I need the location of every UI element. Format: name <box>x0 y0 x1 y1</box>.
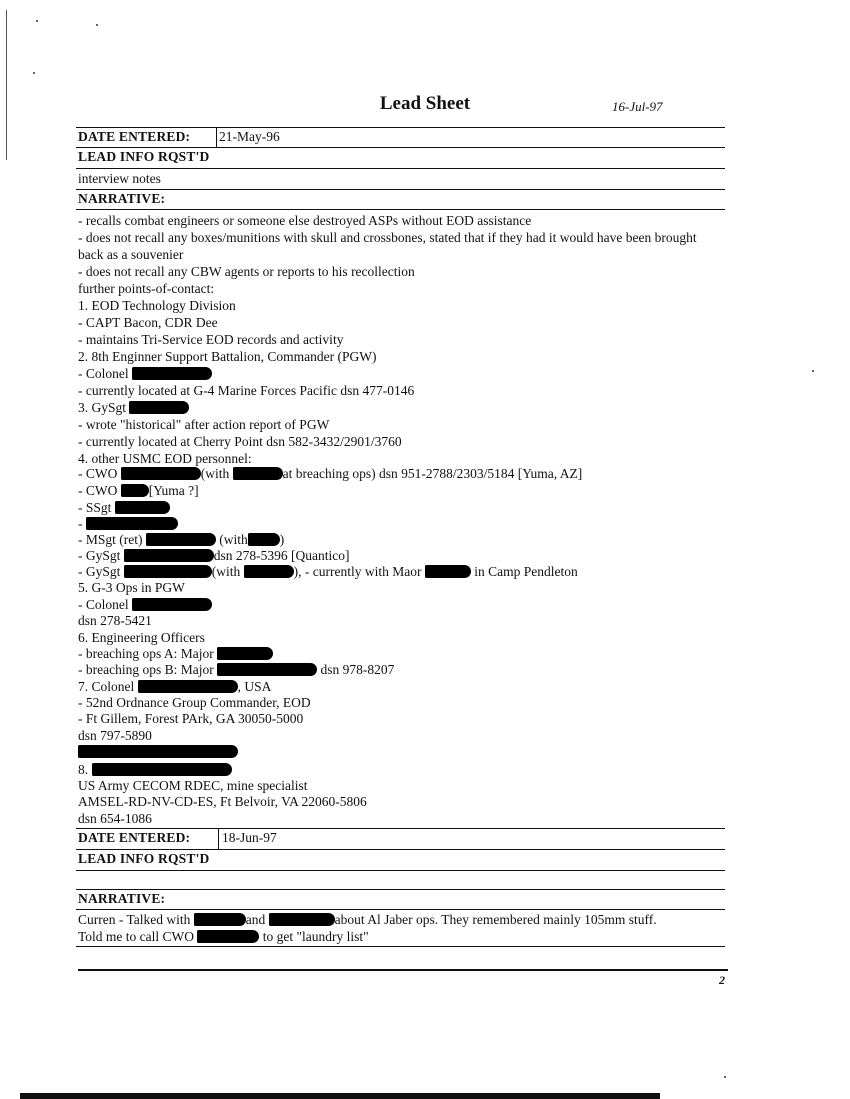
lead-info-label: LEAD INFO RQST'D <box>78 149 210 164</box>
narrative-line: - currently located at Cherry Point dsn 582-3432/2901/3760 <box>78 434 402 449</box>
narrative-line: dsn 797-5890 <box>78 728 152 743</box>
rule <box>76 147 725 148</box>
field-divider <box>216 128 217 148</box>
narrative-line: 7. Colonel , USA <box>78 679 272 694</box>
narrative-line: dsn 278-5421 <box>78 613 152 628</box>
narrative-line: 3. GySgt <box>78 400 189 416</box>
redaction <box>217 663 317 676</box>
lead-info-value: interview notes <box>78 171 161 186</box>
footer-rule <box>78 969 728 971</box>
scan-speck <box>36 20 38 22</box>
rule <box>76 168 725 169</box>
narrative-line: further points-of-contact: <box>78 281 215 296</box>
redaction <box>425 565 471 578</box>
narrative-line: 4. other USMC EOD personnel: <box>78 451 252 466</box>
narrative-line: AMSEL-RD-NV-CD-ES, Ft Belvoir, VA 22060-5806 <box>78 794 367 809</box>
narrative-line: US Army CECOM RDEC, mine specialist <box>78 778 308 793</box>
narrative-line: Curren - Talked with and about Al Jaber ops. They remembered mainly 105mm stuff. <box>78 912 657 927</box>
redaction <box>132 598 212 611</box>
narrative-label: NARRATIVE: <box>78 891 166 906</box>
redaction <box>121 484 149 497</box>
redaction <box>86 517 178 530</box>
scan-edge-bar <box>20 1093 660 1099</box>
narrative-line: - <box>78 516 178 532</box>
redaction <box>217 647 273 660</box>
narrative-line: - CAPT Bacon, CDR Dee <box>78 315 218 330</box>
field-divider <box>218 829 219 849</box>
date-entered-label: DATE ENTERED: <box>78 129 191 144</box>
narrative-line: - Colonel <box>78 366 212 382</box>
narrative-line: - GySgt dsn 278-5396 [Quantico] <box>78 548 350 563</box>
page-number: 2 <box>719 973 725 987</box>
narrative-line: - recalls combat engineers or someone else destroyed ASPs without EOD assistance <box>78 213 532 228</box>
narrative-line: - GySgt (with ), - currently with Maor in Camp Pendleton <box>78 564 578 579</box>
narrative-line: - 52nd Ordnance Group Commander, EOD <box>78 695 311 710</box>
narrative-line: 2. 8th Enginner Support Battalion, Commander (PGW) <box>78 349 377 364</box>
redaction <box>233 467 283 480</box>
rule <box>76 946 725 947</box>
narrative-line: - Ft Gillem, Forest PArk, GA 30050-5000 <box>78 711 304 726</box>
redaction <box>244 565 294 578</box>
narrative-line: - CWO [Yuma ?] <box>78 483 199 498</box>
narrative-line: dsn 654-1086 <box>78 811 152 826</box>
page-title: Lead Sheet <box>379 93 471 114</box>
redaction <box>132 367 212 380</box>
narrative-line: 8. <box>78 762 232 778</box>
narrative-line: - MSgt (ret) (with ) <box>78 532 285 547</box>
narrative-line: Told me to call CWO to get "laundry list" <box>78 929 369 944</box>
redaction <box>78 745 238 758</box>
narrative-line <box>78 744 238 760</box>
narrative-line: 1. EOD Technology Division <box>78 298 236 313</box>
rule <box>76 209 725 210</box>
narrative-line: - breaching ops B: Major dsn 978-8207 <box>78 662 395 677</box>
date-entered-value: 18-Jun-97 <box>222 830 277 845</box>
print-date: 16-Jul-97 <box>612 99 663 114</box>
narrative-line: - does not recall any boxes/munitions with skull and crossbones, stated that if they had it would have been brought <box>78 230 697 245</box>
date-entered-value: 21-May-96 <box>219 129 280 144</box>
date-entered-label: DATE ENTERED: <box>78 830 191 845</box>
scan-speck <box>812 370 814 372</box>
rule <box>76 909 725 910</box>
rule <box>76 849 725 850</box>
redaction <box>194 913 246 926</box>
lead-info-label: LEAD INFO RQST'D <box>78 851 210 866</box>
redaction <box>124 549 214 562</box>
narrative-line: - breaching ops A: Major <box>78 646 273 662</box>
rule <box>76 127 725 128</box>
redaction <box>146 533 216 546</box>
narrative-line: - maintains Tri-Service EOD records and activity <box>78 332 344 347</box>
redaction <box>115 501 170 514</box>
scan-speck <box>33 72 35 74</box>
scan-speck <box>96 24 98 26</box>
redaction <box>269 913 335 926</box>
rule <box>76 828 725 829</box>
narrative-line: - does not recall any CBW agents or reports to his recollection <box>78 264 415 279</box>
redaction <box>129 401 189 414</box>
narrative-line: - CWO (with at breaching ops) dsn 951-2788/2303/5184 [Yuma, AZ] <box>78 466 583 481</box>
redaction <box>138 680 238 693</box>
redaction <box>248 533 280 546</box>
narrative-line: - wrote "historical" after action report of PGW <box>78 417 330 432</box>
rule <box>76 870 725 871</box>
narrative-line: 5. G-3 Ops in PGW <box>78 580 185 595</box>
scan-margin-mark <box>6 10 7 160</box>
scan-speck <box>724 1076 726 1078</box>
narrative-line: - currently located at G-4 Marine Forces Pacific dsn 477-0146 <box>78 383 415 398</box>
redaction <box>121 467 201 480</box>
narrative-line: - SSgt <box>78 500 170 516</box>
redaction <box>197 930 259 943</box>
redaction <box>124 565 212 578</box>
narrative-line: back as a souvenier <box>78 247 184 262</box>
narrative-label: NARRATIVE: <box>78 191 166 206</box>
redaction <box>92 763 232 776</box>
narrative-line: 6. Engineering Officers <box>78 630 205 645</box>
narrative-line: - Colonel <box>78 597 212 613</box>
rule <box>76 189 725 190</box>
rule <box>76 889 725 890</box>
